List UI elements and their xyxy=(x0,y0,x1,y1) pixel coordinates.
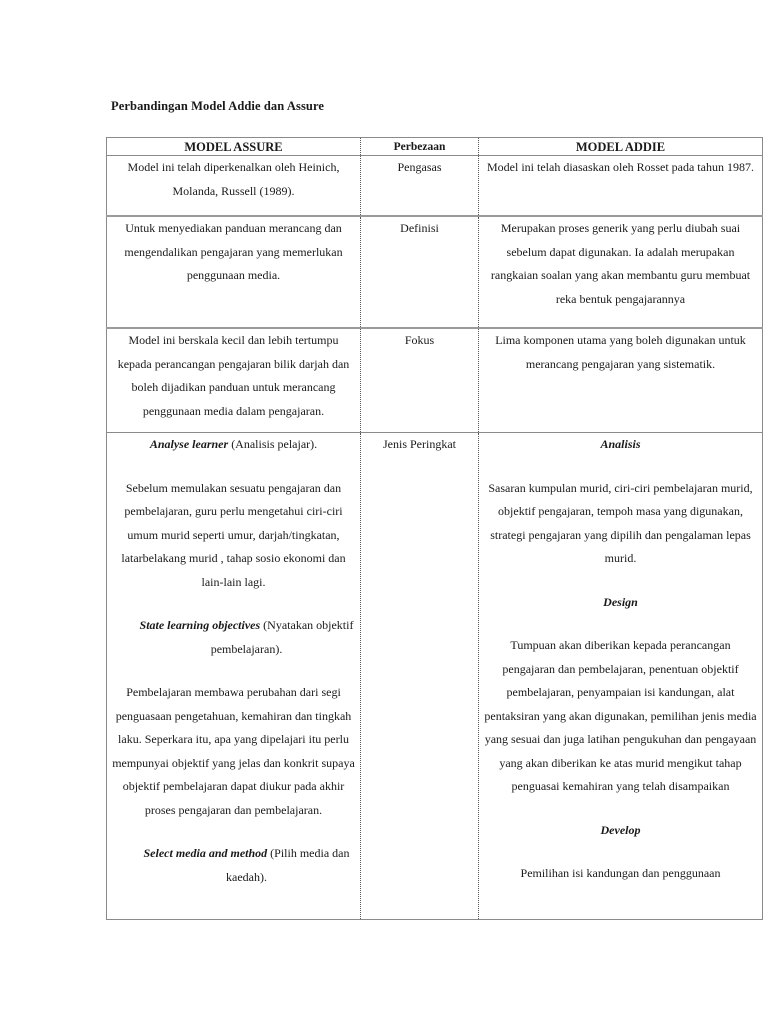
addie-stages-cell xyxy=(479,433,763,920)
table-header-row xyxy=(107,138,763,156)
table-row-definisi xyxy=(107,216,763,328)
header-model-assure: MODEL ASSURE xyxy=(107,138,361,156)
assure-stage-1-gloss: (Analisis pelajar). xyxy=(228,437,318,451)
addie-stage-develop-heading: Develop xyxy=(600,822,641,837)
addie-stage-design-body: Tumpuan akan diberikan kepada perancangan pengajaran dan pembelajaran, penentuan objektif pembelajaran, penyampaian isi kandungan, alat pentaksiran yang akan digunakan, pemilihan jenis media yang sesuai dan juga latihan pengukuhan dan pengayaan yang akan diberikan ke atas murid mengikut tahap penguasai kemahiran yang telah disampaikan xyxy=(484,638,757,793)
addie-fokus-cell: Lima komponen utama yang boleh digunakan untuk merancang pengajaran yang sistematik. xyxy=(479,328,763,433)
assure-stage-1-heading xyxy=(111,433,356,457)
header-model-addie: MODEL ADDIE xyxy=(479,138,763,156)
addie-pengasas-cell: Model ini telah diasaskan oleh Rosset pada tahun 1987. xyxy=(479,156,763,217)
diff-definisi-cell: Definisi xyxy=(361,216,479,328)
assure-pengasas-cell: Model ini telah diperkenalkan oleh Heinich, Molanda, Russell (1989). xyxy=(107,156,361,217)
assure-stage-3-heading xyxy=(111,842,356,889)
addie-definisi-cell: Merupakan proses generik yang perlu diubah suai sebelum dapat digunakan. Ia adalah merupakan rangkaian soalan yang akan membantu guru membuat reka bentuk pengajarannya xyxy=(479,216,763,328)
addie-stage-analisis-body: Sasaran kumpulan murid, ciri-ciri pembelajaran murid, objektif pengajaran, tempoh masa yang digunakan, strategi pengajaran yang dipilih dan pengalaman lepas murid. xyxy=(488,480,753,565)
addie-stage-analisis-heading: Analisis xyxy=(600,437,641,451)
assure-stage-2-term: State learning objectives xyxy=(139,618,261,632)
assure-stage-3-gloss: (Pilih media dan kaedah). xyxy=(226,846,350,884)
table-row-jenis-peringkat xyxy=(107,433,763,920)
assure-stage-1-body: Sebelum memulakan sesuatu pengajaran dan pembelajaran, guru perlu mengetahui ciri-ciri umum murid seperti umur, darjah/tingkatan, latarbelakang murid , tahap sosio ekonomi dan lain-lain lagi. xyxy=(121,480,346,589)
assure-fokus-cell: Model ini berskala kecil dan lebih tertumpu kepada perancangan pengajaran bilik darjah dan boleh dijadikan panduan untuk merancang penggunaan media dalam pengajaran. xyxy=(107,328,361,433)
assure-stage-2-heading xyxy=(111,614,356,661)
assure-definisi-cell: Untuk menyediakan panduan merancang dan mengendalikan pengajaran yang memerlukan penggunaan media. xyxy=(107,216,361,328)
diff-jenis-peringkat-cell: Jenis Peringkat xyxy=(361,433,479,920)
assure-stage-2-gloss: (Nyatakan objektif pembelajaran). xyxy=(210,618,354,656)
comparison-table xyxy=(106,137,763,920)
table-row-fokus xyxy=(107,328,763,433)
header-perbezaan: Perbezaan xyxy=(361,138,479,156)
addie-stage-develop-body: Pemilihan isi kandungan dan penggunaan xyxy=(520,866,721,880)
assure-stage-2-body: Pembelajaran membawa perubahan dari segi penguasaan pengetahuan, kemahiran dan tingkah laku. Seperkara itu, apa yang dipelajari itu perlu mempunyai objektif yang jelas dan konkrit supaya objektif pembelajaran dapat diukur pada akhir proses pengajaran dan pembelajaran. xyxy=(112,685,355,817)
addie-stage-design-heading: Design xyxy=(603,594,638,609)
diff-pengasas-cell: Pengasas xyxy=(361,156,479,217)
assure-stages-cell xyxy=(107,433,361,920)
document-title: Perbandingan Model Addie dan Assure xyxy=(111,99,325,113)
diff-fokus-cell: Fokus xyxy=(361,328,479,433)
assure-stage-3-term: Select media and method xyxy=(143,846,268,860)
assure-stage-1-term: Analyse learner xyxy=(149,437,229,451)
table-row-pengasas xyxy=(107,156,763,217)
